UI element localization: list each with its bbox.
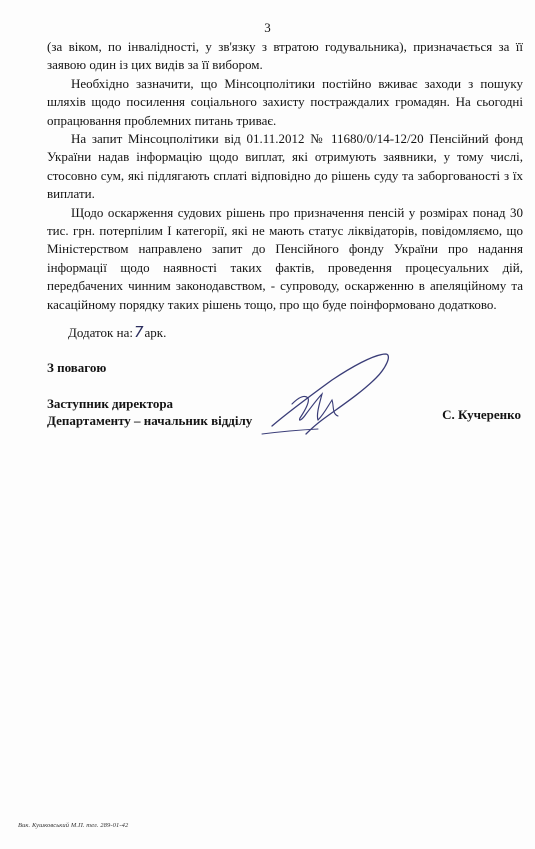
paragraph-3: На запит Мінсоцполітики від 01.11.2012 № 11680/0/14-12/20 Пенсійний фонд України надав інформацію щодо виплат, які отримують заявники, у тому числі, стосовно сум, які підлягають сплаті відповідно до рішень суду та заборгованості з їх виплати.	[47, 131, 523, 202]
signatory-title-line1: Заступник директора	[47, 396, 174, 411]
attachment-suffix: арк.	[144, 325, 167, 340]
paragraph-4: Щодо оскарження судових рішень про призначення пенсій у розмірах понад 30 тис. грн. потерпілим І категорії, які не мають статус ліквідаторів, повідомляємо, що Міністерством направлено запит до Пенсійного фонду України про надання інформації щодо наявності таких фактів, проведення процесуальних дій, передбачених чинним законодавством, - супроводу, оскарженню в апеляційному та касаційному порядку таких рішень тощо, про що буде поінформовано додатково.	[47, 204, 523, 312]
attachment-count: 7	[133, 323, 144, 341]
letter-body	[47, 38, 523, 314]
paragraph-2: Необхідно зазначити, що Мінсоцполітики постійно вживає заходи з пошуку шляхів щодо посилення соціального захисту постраждалих громадян. На сьогодні опрацювання проблемних питань триває.	[47, 75, 523, 128]
attachment-prefix: Додаток на:	[68, 325, 133, 340]
handwritten-signature	[258, 348, 398, 443]
executor-footer-note: Вик. Кушковський М.П. тел. 289-01-42	[18, 822, 129, 829]
attachment-line	[68, 323, 166, 341]
page-number: 3	[264, 20, 271, 35]
signatory-name: С. Кучеренко	[442, 407, 521, 422]
paragraph-1: (за віком, по інвалідності, у зв'язку з втратою годувальника), призначається за її заявою один із цих видів за її вибором.	[47, 39, 523, 73]
closing-regards: З повагою	[47, 360, 107, 375]
signatory-title-line2: Департаменту – начальник відділу	[47, 413, 253, 428]
